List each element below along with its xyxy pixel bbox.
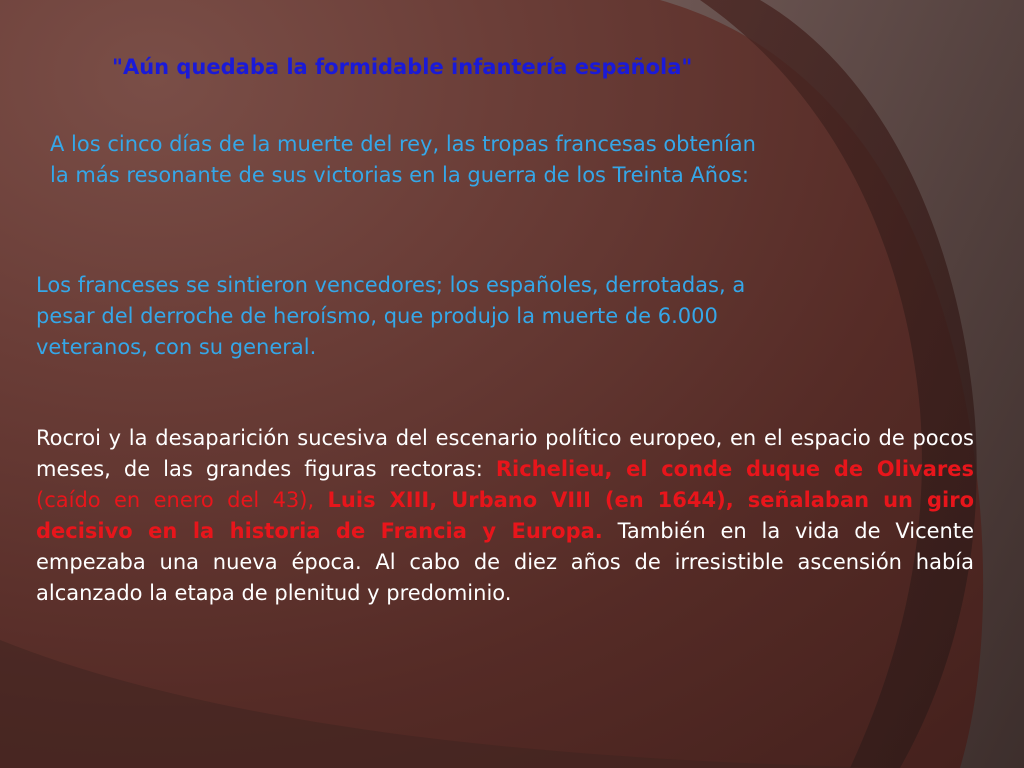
paragraph-outcome — [36, 270, 936, 363]
paragraph-outcome-line-2: pesar del derroche de heroísmo, que produjo la muerte de 6.000 — [36, 304, 718, 328]
paragraph-outcome-line-3: veteranos, con su general. — [36, 335, 317, 359]
paragraph-victory-line-1: A los cinco días de la muerte del rey, las tropas francesas obtenían — [50, 132, 756, 156]
highlight-luis-urbano: Luis XIII, Urbano VIII (en 1644), señalaban un giro decisivo en la historia de Francia y Europa. — [36, 488, 975, 543]
paragraph-rocroi-outro: También en la vida de Vicente empezaba una nueva época. Al cabo de diez años de irresistible ascensión había alcanzado la etapa de plenitud y predominio. — [36, 519, 974, 605]
paragraph-outcome-line-1: Los franceses se sintieron vencedores; los españoles, derrotadas, a — [36, 273, 746, 297]
paragraph-victory-line-2: la más resonante de sus victorias en la guerra de los Treinta Años: — [50, 163, 749, 187]
paragraph-victory — [50, 129, 950, 191]
highlight-fall-date: (caído en enero del 43), — [36, 488, 328, 512]
slide-title: "Aún quedaba la formidable infantería española" — [112, 55, 693, 79]
paragraph-rocroi-intro: Rocroi y la desaparición sucesiva del escenario político europeo, en el espacio de pocos meses, de las grandes figuras rectoras: — [36, 426, 974, 481]
highlight-richelieu-olivares: Richelieu, el conde duque de Olivares — [495, 457, 974, 481]
paragraph-rocroi — [36, 423, 974, 609]
